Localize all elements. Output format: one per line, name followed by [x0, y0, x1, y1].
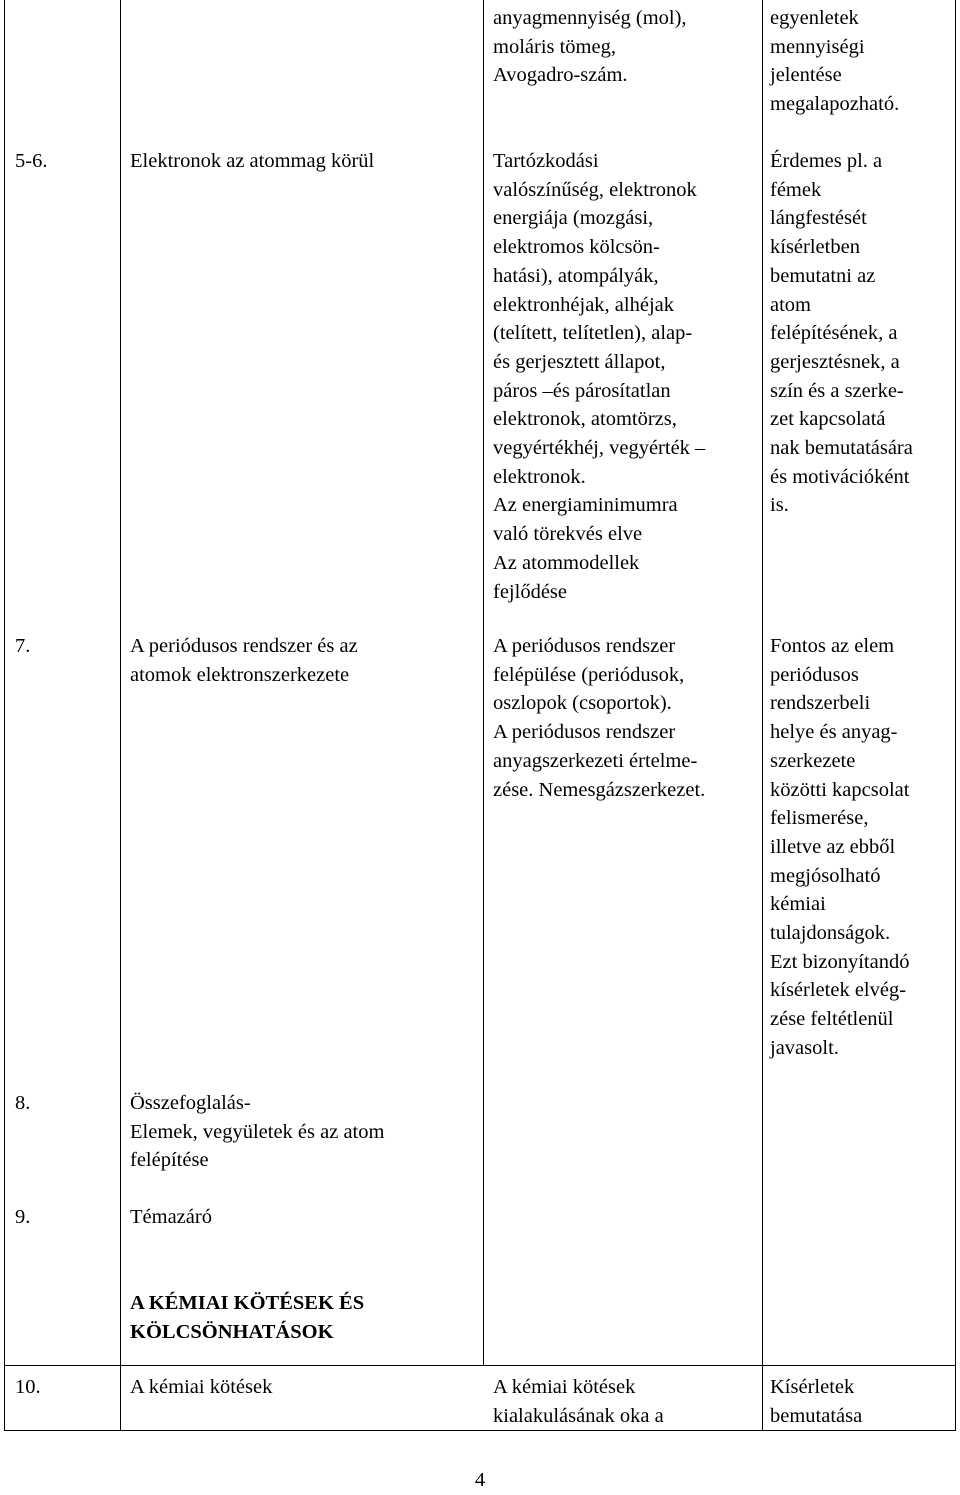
row-note-cell: egyenletek mennyiségi jelentése megalapozható.	[770, 7, 900, 116]
section-heading: A KÉMIAI KÖTÉSEK ÉS KÖLCSÖNHATÁSOK	[130, 1292, 365, 1343]
row-note-cell: Érdemes pl. a fémek lángfestését kísérletben bemutatni az atom felépítésének, a gerjesztésnek, a szín és a szerke- zet kapcsolatá nak bemutatására és motivációként is.	[770, 150, 913, 517]
row-number-cell: 8.	[15, 1092, 31, 1114]
row-number-cell: 7.	[15, 635, 31, 657]
column-divider	[762, 0, 763, 1431]
row-topic-cell: Elektronok az atommag körül	[130, 150, 375, 172]
curriculum-table	[4, 0, 956, 1431]
row-note-cell: Kísérletek bemutatása	[770, 1376, 863, 1427]
row-topic-cell: Összefoglalás- Elemek, vegyületek és az atom felépítése	[130, 1092, 385, 1172]
row-number-cell: 5-6.	[15, 150, 48, 172]
row-topic-cell: A periódusos rendszer és az atomok elektronszerkezete	[130, 635, 358, 686]
column-divider	[120, 0, 121, 1431]
page-number: 4	[474, 1469, 486, 1491]
row-number-cell: 10.	[15, 1376, 41, 1398]
row-topic-cell: Témazáró	[130, 1206, 212, 1228]
column-divider	[483, 0, 484, 1365]
row-content-cell: A periódusos rendszer felépülése (periódusok, oszlopok (csoportok). A periódusos rendszer anyagszerkezeti értelme- zése. Nemesgázszerkezet.	[493, 635, 706, 801]
row-topic-cell: A kémiai kötések	[130, 1376, 273, 1398]
row-divider	[5, 1365, 955, 1366]
row-content-cell: A kémiai kötések kialakulásának oka a	[493, 1376, 664, 1427]
row-content-cell: Tartózkodási valószínűség, elektronok energiája (mozgási, elektromos kölcsön- hatási), atompályák, elektronhéjak, alhéjak (telített, telítetlen), alap- és gerjesztett állapot, páros –és párosítatlan elektronok, atomtörzs, vegyértékhéj, vegyérték – elektronok. Az energiaminimumra való törekvés elve Az atommodellek fejlődése	[493, 150, 706, 603]
row-number-cell: 9.	[15, 1206, 31, 1228]
row-content-cell: anyagmennyiség (mol), moláris tömeg, Avogadro-szám.	[493, 7, 687, 87]
row-note-cell: Fontos az elem periódusos rendszerbeli helye és anyag- szerkezete közötti kapcsolat felismerése, illetve az ebből megjósolható kémiai tulajdonságok. Ezt bizonyítandó kísérletek elvég- zése feltétlenül javasolt.	[770, 635, 910, 1059]
